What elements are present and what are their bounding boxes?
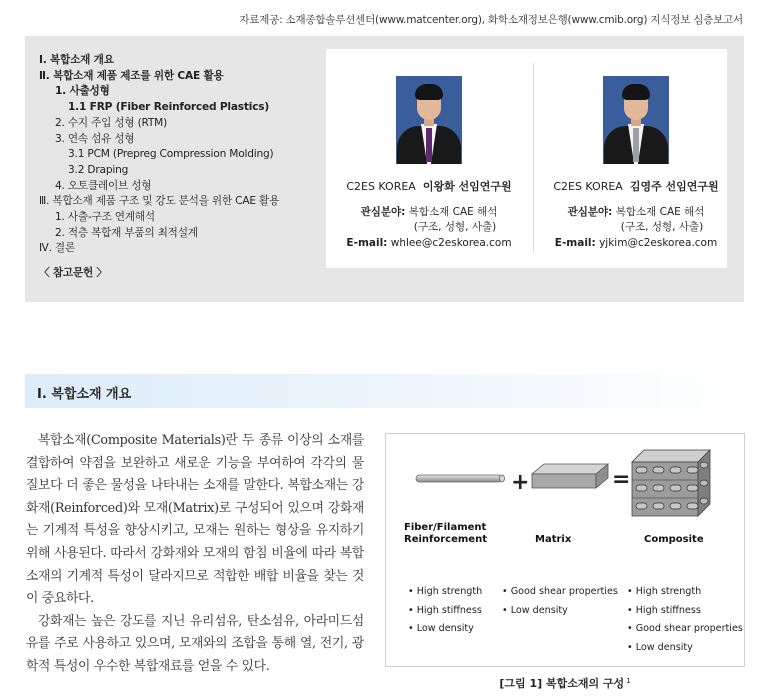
embedded-fiber [653,485,664,491]
author-panel [326,49,727,268]
matrix-properties [502,583,618,620]
toc-item: Ⅳ. 결론 [39,242,75,255]
fiber-end [700,498,708,504]
email-value: yjkim@c2eskorea.com [599,237,718,249]
table-of-contents-box [25,36,744,302]
author-org: C2ES KOREA [346,180,416,193]
toc-item: Ⅲ. 복합소재 제품 구조 및 강도 분석을 위한 CAE 활용 [39,195,280,208]
embedded-fiber [687,485,698,491]
property-item: • Good shear properties [627,620,743,639]
composite-block-illustration [632,450,710,516]
composite-title: Composite [644,534,704,545]
toc-item: 3.1 PCM (Prepreg Compression Molding) [68,148,274,161]
toc-item: Ⅰ. 복합소재 개요 [39,54,114,66]
plus-sign: + [511,470,530,495]
toc-item: Ⅱ. 복합소재 제품 제조를 위한 CAE 활용 [39,69,224,82]
email-value: whlee@c2eskorea.com [390,237,512,249]
author-name-line-1 [329,178,529,194]
toc-item: 3. 연속 섬유 성형 [55,132,135,145]
paragraph-2: 강화재는 높은 강도를 지닌 유리섬유, 탄소섬유, 아라미드섬유를 주로 사용하고 있으며, 모재와의 조합을 통해 열, 전기, 광학적 특성이 우수한 복합재료를 얻을 수 있다. [26,613,364,674]
embedded-fiber [687,467,698,473]
property-item: • Low density [627,639,743,658]
caption-footnote-marker: 1 [626,677,631,685]
embedded-fiber [636,503,647,509]
property-item: • Good shear properties [502,583,618,602]
fiber-end [700,462,708,468]
reinforcement-title-line1: Fiber/Filament [404,522,487,533]
toc-item: 1. 사출-구조 연계해석 [55,211,155,224]
paragraph-1: 복합소재(Composite Materials)란 두 종류 이상의 소재를 결합하여 약점을 보완하고 새로운 기능을 부여하여 각각의 물질보다 더 좋은 물성을 나타내는 소재를 말한다. 복합소재는 강화재(Reinforced)와 모재(Matrix)로 구성되어 있으며 강화재는 기계적 특성을 향상시키고, 모재는 원하는 형상을 유지하기 위해 사용된다. 따라서 강화재와 모재의 함침 비율에 따라 복합소재의 기계적 특성이 달라지므로 적합한 배합 비율을 찾는 것이 중요하다. [26,433,364,607]
toc-item: 3.2 Draping [68,163,129,176]
table-of-contents [39,53,279,282]
author-field-detail-1: (구조, 성형, 사출) [413,220,497,233]
toc-item: 2. 적층 복합재 부품의 최적설계 [55,226,198,239]
author-field-2 [536,205,736,220]
fiber-rod-illustration [416,475,505,482]
section-header-bar [25,374,745,408]
section-title: Ⅰ. 복합소재 개요 [37,387,132,402]
matrix-block-illustration [532,464,608,488]
embedded-fiber [670,467,681,473]
property-item: • Low density [408,620,482,639]
property-item: • Low density [502,602,618,621]
field-value: 복합소재 CAE 해석 [408,206,498,218]
author-email-1 [329,236,529,251]
email-label: E-mail: [554,237,596,249]
references-label: 〈 참고문헌 〉 [39,267,107,280]
embedded-fiber [670,485,681,491]
author-card-2 [536,49,736,251]
author-email-2 [536,236,736,251]
author-photo-1 [396,76,462,164]
embedded-fiber [687,503,698,509]
reinforcement-title [404,522,487,546]
figure-caption [385,675,745,691]
toc-item: 1.1 FRP (Fiber Reinforced Plastics) [68,101,270,114]
toc-item: 4. 오토클레이브 성형 [55,179,152,192]
author-card-1 [329,49,529,251]
composite-figure [385,433,745,667]
matrix-title: Matrix [535,534,572,545]
reinforcement-properties [408,583,482,639]
body-text [26,430,364,679]
author-divider [533,63,534,253]
caption-text: [그림 1] 복합소재의 구성 [499,677,625,690]
author-name: 김영주 선임연구원 [629,180,719,193]
field-value: 복합소재 CAE 해석 [615,206,705,218]
embedded-fiber [653,503,664,509]
author-field-1 [329,205,529,220]
toc-item: 2. 수지 주입 성형 (RTM) [55,116,168,129]
author-org: C2ES KOREA [553,180,623,193]
toc-item: 1. 사출성형 [55,85,110,98]
author-name: 이왕화 선임연구원 [422,180,512,193]
composite-properties [627,583,743,657]
embedded-fiber [636,485,647,491]
property-item: • High stiffness [408,602,482,621]
property-item: • High stiffness [627,602,743,621]
fiber-end [700,480,708,486]
author-name-line-2 [536,178,736,194]
equals-sign: = [612,467,631,492]
property-item: • High strength [408,583,482,602]
field-label: 관심분야: [360,206,406,218]
property-item: • High strength [627,583,743,602]
reinforcement-title-line2: Reinforcement [404,534,487,545]
field-label: 관심분야: [567,206,613,218]
author-photo-2 [603,76,669,164]
author-field-detail-2: (구조, 성형, 사출) [620,220,704,233]
embedded-fiber [636,467,647,473]
embedded-fiber [670,503,681,509]
embedded-fiber [653,467,664,473]
source-credit: 자료제공: 소재종합솔루션센터(www.matcenter.org), 화학소재정보은행(www.cmib.org) 지식정보 심층보고서 [239,14,743,26]
email-label: E-mail: [346,237,388,249]
